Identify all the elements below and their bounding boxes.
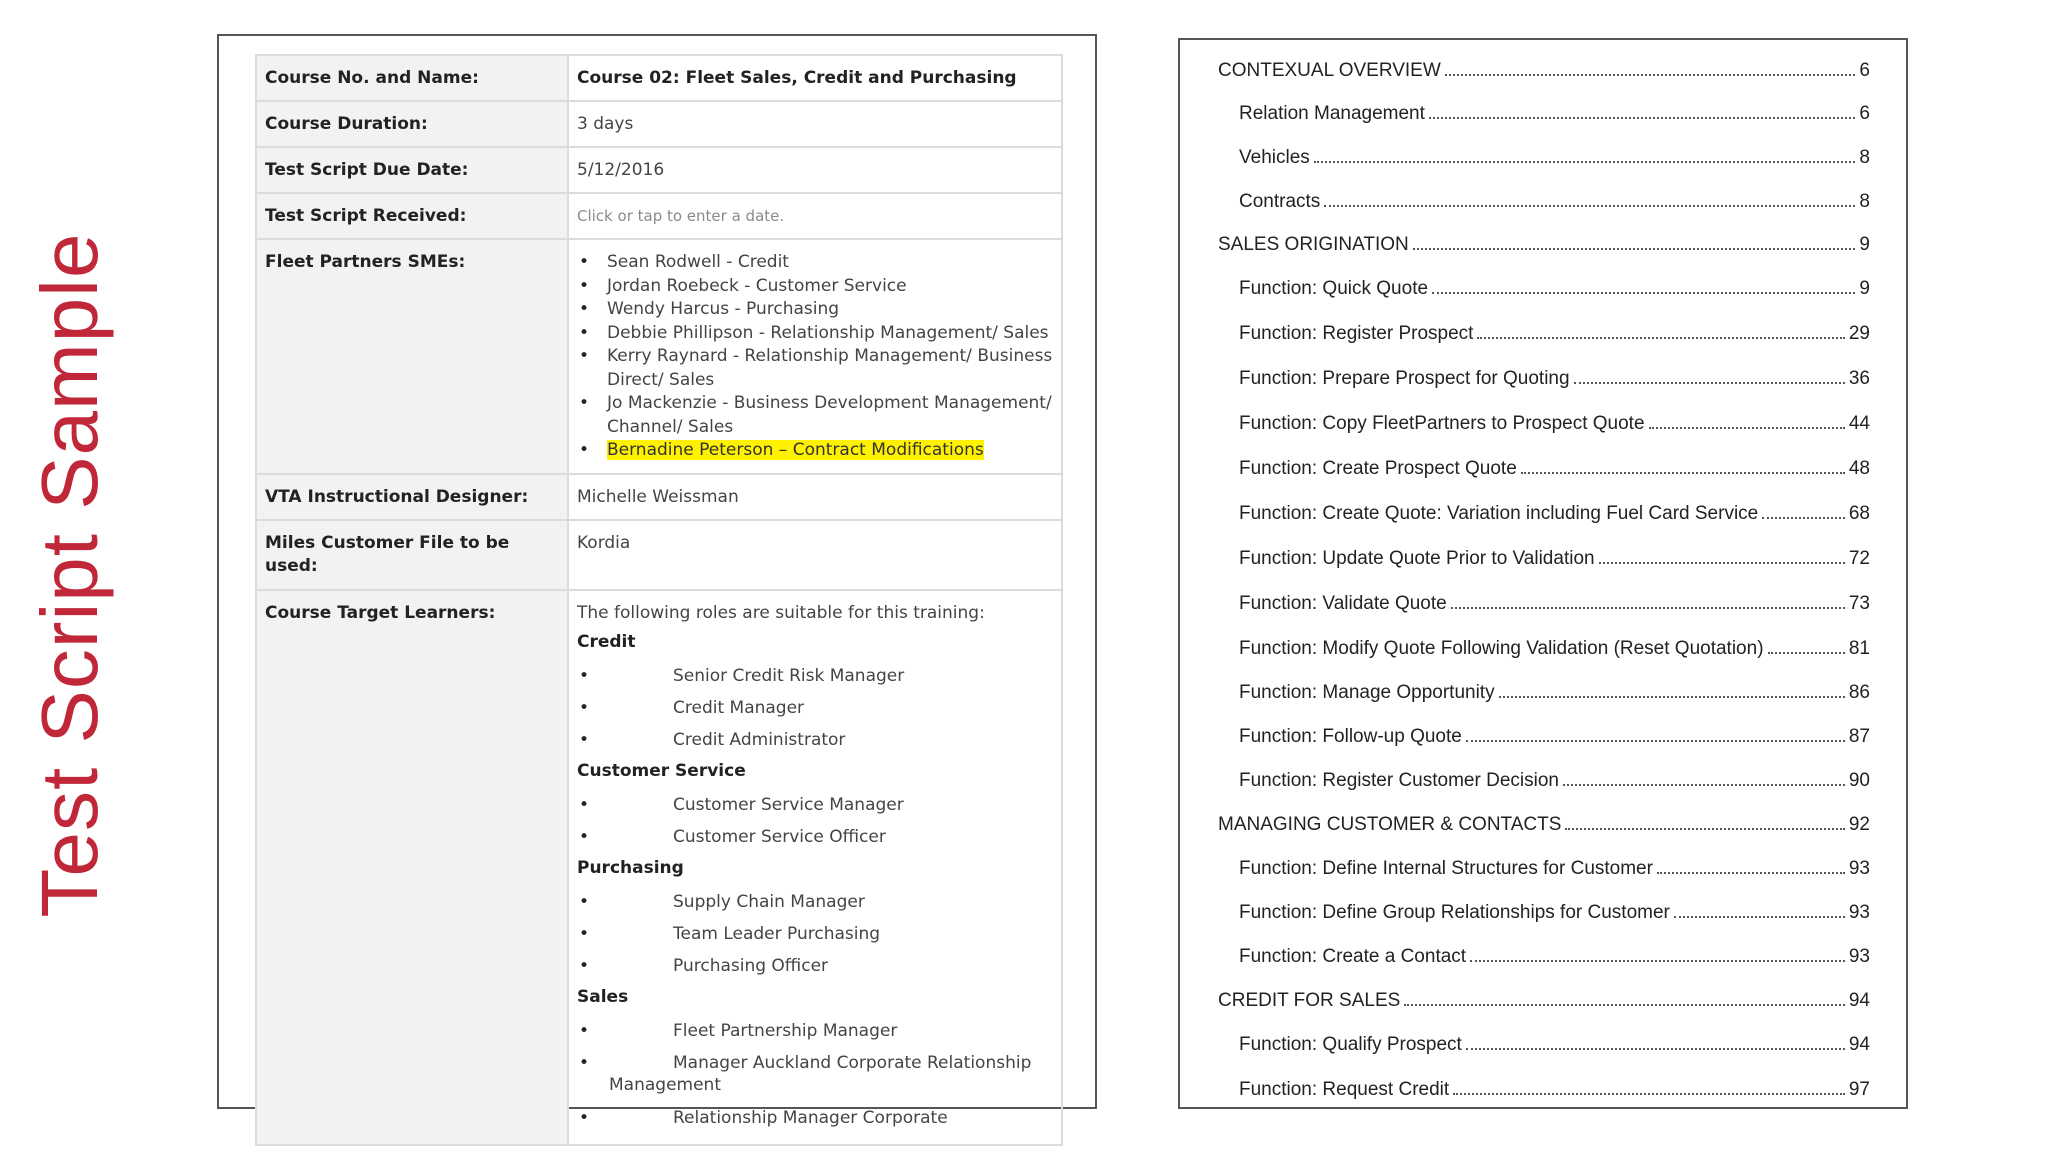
toc-entry-title: Vehicles bbox=[1239, 147, 1310, 168]
toc-entry-page: 44 bbox=[1848, 413, 1870, 434]
list-item: • Fleet Partnership Manager bbox=[577, 1015, 1053, 1047]
table-row bbox=[256, 101, 1062, 147]
row-label: Course Duration: bbox=[256, 101, 568, 147]
toc-entry-page: 48 bbox=[1848, 458, 1870, 479]
toc-entry-page: 81 bbox=[1848, 638, 1870, 659]
toc-dot-leader bbox=[1429, 117, 1856, 119]
group-heading: Customer Service bbox=[577, 760, 746, 781]
list-item: • Customer Service Manager bbox=[577, 789, 1053, 821]
table-row bbox=[256, 55, 1062, 101]
toc-entry[interactable] bbox=[1239, 1079, 1870, 1101]
group-heading: Purchasing bbox=[577, 857, 684, 878]
list-item: • Senior Credit Risk Manager bbox=[577, 660, 1053, 692]
list-item: • Supply Chain Manager bbox=[577, 886, 1053, 918]
toc-dot-leader bbox=[1499, 696, 1845, 698]
list-item: • Jo Mackenzie - Business Development Management/ Channel/ Sales bbox=[577, 392, 1053, 439]
course-name-value: Course 02: Fleet Sales, Credit and Purchasing bbox=[568, 55, 1062, 101]
toc-entry-title: Function: Manage Opportunity bbox=[1239, 682, 1495, 703]
table-row bbox=[256, 474, 1062, 520]
table-row bbox=[256, 193, 1062, 239]
toc-dot-leader bbox=[1445, 74, 1856, 76]
toc-entry-title: Function: Create a Contact bbox=[1239, 946, 1467, 967]
toc-entry-title: Function: Follow-up Quote bbox=[1239, 726, 1462, 747]
toc-dot-leader bbox=[1451, 607, 1845, 609]
list-item: • Credit Administrator bbox=[577, 724, 1053, 756]
sme-cell bbox=[568, 239, 1062, 474]
toc-dot-leader bbox=[1657, 872, 1845, 874]
toc-entry[interactable] bbox=[1239, 858, 1870, 880]
toc-entry-title: Function: Qualify Prospect bbox=[1239, 1034, 1462, 1055]
toc-entry-page: 90 bbox=[1848, 770, 1870, 791]
list-item bbox=[577, 1047, 1053, 1102]
toc-entry-page: 93 bbox=[1848, 946, 1870, 967]
toc-dot-leader bbox=[1768, 652, 1845, 654]
toc-dot-leader bbox=[1413, 248, 1856, 250]
list-item: • Sean Rodwell - Credit bbox=[577, 251, 1053, 275]
row-label: Test Script Due Date: bbox=[256, 147, 568, 193]
toc-dot-leader bbox=[1599, 562, 1845, 564]
row-label: Miles Customer File to be used: bbox=[256, 520, 568, 590]
toc-entry[interactable] bbox=[1239, 147, 1870, 169]
role-list bbox=[577, 660, 1053, 756]
target-learners-cell bbox=[568, 590, 1062, 1145]
toc-entry[interactable] bbox=[1218, 990, 1870, 1012]
group-heading: Credit bbox=[577, 631, 636, 652]
toc-entry[interactable] bbox=[1239, 726, 1870, 748]
role-list bbox=[577, 1015, 1053, 1134]
toc-dot-leader bbox=[1563, 784, 1845, 786]
toc-entry[interactable] bbox=[1239, 638, 1870, 660]
highlighted-text: Bernadine Peterson – Contract Modifications bbox=[607, 440, 984, 460]
toc-entry-page: 93 bbox=[1848, 902, 1870, 923]
toc-dot-leader bbox=[1649, 427, 1845, 429]
slide-title-area bbox=[0, 0, 140, 1152]
list-item: • Purchasing Officer bbox=[577, 950, 1053, 982]
role-list bbox=[577, 886, 1053, 982]
toc-entry-page: 9 bbox=[1859, 234, 1870, 255]
row-label: VTA Instructional Designer: bbox=[256, 474, 568, 520]
designer-value: Michelle Weissman bbox=[568, 474, 1062, 520]
toc-dot-leader bbox=[1466, 1048, 1845, 1050]
list-item: • Jordan Roebeck - Customer Service bbox=[577, 275, 1053, 299]
role-text-continued: Management bbox=[609, 1074, 721, 1095]
group-heading: Sales bbox=[577, 986, 629, 1007]
toc-entry-page: 73 bbox=[1848, 593, 1870, 614]
row-label: Fleet Partners SMEs: bbox=[256, 239, 568, 474]
customer-file-value: Kordia bbox=[568, 520, 1062, 590]
toc-entry[interactable] bbox=[1239, 902, 1870, 924]
toc-dot-leader bbox=[1574, 382, 1845, 384]
toc-entry-title: Function: Modify Quote Following Validation (Reset Quotation) bbox=[1239, 638, 1764, 659]
toc-entry-title: Function: Register Prospect bbox=[1239, 323, 1474, 344]
list-item: • Debbie Phillipson - Relationship Management/ Sales bbox=[577, 322, 1053, 346]
toc-entry-title: Function: Create Prospect Quote bbox=[1239, 458, 1517, 479]
toc-entry[interactable] bbox=[1218, 60, 1870, 82]
toc-dot-leader bbox=[1453, 1093, 1845, 1095]
toc-entry-page: 6 bbox=[1859, 60, 1870, 81]
table-row bbox=[256, 147, 1062, 193]
toc-entry[interactable] bbox=[1239, 503, 1870, 525]
toc-entry-page: 87 bbox=[1848, 726, 1870, 747]
toc-entry[interactable] bbox=[1239, 368, 1870, 390]
toc-entry-page: 6 bbox=[1859, 103, 1870, 124]
toc-entry-page: 97 bbox=[1848, 1079, 1870, 1100]
toc-dot-leader bbox=[1404, 1004, 1845, 1006]
toc-dot-leader bbox=[1466, 740, 1845, 742]
toc-dot-leader bbox=[1470, 960, 1845, 962]
due-date-value: 5/12/2016 bbox=[568, 147, 1062, 193]
toc-entry-title: Function: Define Internal Structures for Customer bbox=[1239, 858, 1653, 879]
toc-dot-leader bbox=[1674, 916, 1845, 918]
list-item: • Relationship Manager Corporate bbox=[577, 1102, 1053, 1134]
toc-entry-title: CONTEXUAL OVERVIEW bbox=[1218, 60, 1441, 81]
toc-entry-title: MANAGING CUSTOMER & CONTACTS bbox=[1218, 814, 1562, 835]
toc-dot-leader bbox=[1565, 828, 1844, 830]
toc-entry-title: Function: Define Group Relationships for Customer bbox=[1239, 902, 1670, 923]
course-duration-value: 3 days bbox=[568, 101, 1062, 147]
list-item: • Credit Manager bbox=[577, 692, 1053, 724]
table-row bbox=[256, 239, 1062, 474]
toc-entry-page: 29 bbox=[1848, 323, 1870, 344]
toc-dot-leader bbox=[1314, 161, 1856, 163]
learners-intro: The following roles are suitable for this training: bbox=[577, 602, 985, 623]
date-placeholder: Click or tap to enter a date. bbox=[577, 207, 785, 225]
row-label: Course No. and Name: bbox=[256, 55, 568, 101]
toc-entry[interactable] bbox=[1239, 1034, 1870, 1056]
toc-entry[interactable] bbox=[1239, 770, 1870, 792]
toc-dot-leader bbox=[1477, 337, 1844, 339]
toc-entry-title: Function: Update Quote Prior to Validation bbox=[1239, 548, 1595, 569]
role-text: Manager Auckland Corporate Relationship bbox=[673, 1052, 1032, 1073]
toc-entry-page: 86 bbox=[1848, 682, 1870, 703]
role-list bbox=[577, 789, 1053, 853]
toc-entry-page: 94 bbox=[1848, 1034, 1870, 1055]
received-date-field[interactable] bbox=[568, 193, 1062, 239]
toc-entry-title: Function: Create Quote: Variation including Fuel Card Service bbox=[1239, 503, 1759, 524]
course-info-document bbox=[217, 34, 1097, 1128]
list-item: • Customer Service Officer bbox=[577, 821, 1053, 853]
toc-entry-page: 8 bbox=[1859, 191, 1870, 212]
list-item-highlighted bbox=[577, 439, 1053, 463]
row-label: Test Script Received: bbox=[256, 193, 568, 239]
toc-entry-page: 8 bbox=[1859, 147, 1870, 168]
table-row bbox=[256, 590, 1062, 1145]
toc-entry[interactable] bbox=[1239, 323, 1870, 345]
toc-entry-page: 93 bbox=[1848, 858, 1870, 879]
toc-entry-title: Function: Quick Quote bbox=[1239, 278, 1429, 299]
toc-entry-title: SALES ORIGINATION bbox=[1218, 234, 1409, 255]
toc-entry-page: 92 bbox=[1848, 814, 1870, 835]
toc-entry-title: Function: Prepare Prospect for Quoting bbox=[1239, 368, 1570, 389]
toc-entry[interactable] bbox=[1218, 814, 1870, 836]
toc-entry[interactable] bbox=[1239, 278, 1870, 300]
toc-dot-leader bbox=[1324, 205, 1855, 207]
list-item: • Wendy Harcus - Purchasing bbox=[577, 298, 1053, 322]
toc-dot-leader bbox=[1762, 517, 1845, 519]
toc-entry-page: 36 bbox=[1848, 368, 1870, 389]
sme-list bbox=[577, 251, 1053, 463]
toc-dot-leader bbox=[1521, 472, 1845, 474]
toc-entry[interactable] bbox=[1239, 548, 1870, 570]
row-label: Course Target Learners: bbox=[256, 590, 568, 1145]
toc-entry-page: 68 bbox=[1848, 503, 1870, 524]
slide-title: Test Script Sample bbox=[25, 232, 114, 918]
toc-entry[interactable] bbox=[1239, 191, 1870, 213]
toc-entry[interactable] bbox=[1218, 234, 1870, 256]
toc-entry-title: Function: Validate Quote bbox=[1239, 593, 1447, 614]
list-item: • Team Leader Purchasing bbox=[577, 918, 1053, 950]
toc-entry[interactable] bbox=[1239, 458, 1870, 480]
toc-entry-title: Contracts bbox=[1239, 191, 1321, 212]
toc-entry-title: Function: Register Customer Decision bbox=[1239, 770, 1559, 791]
table-of-contents bbox=[1178, 38, 1908, 1109]
toc-entry[interactable] bbox=[1239, 946, 1870, 968]
toc-dot-leader bbox=[1432, 292, 1855, 294]
toc-entry-page: 9 bbox=[1859, 278, 1870, 299]
toc-entry-title: Relation Management bbox=[1239, 103, 1425, 124]
toc-entry-page: 72 bbox=[1848, 548, 1870, 569]
toc-entry[interactable] bbox=[1239, 682, 1870, 704]
table-row bbox=[256, 520, 1062, 590]
toc-entry-title: Function: Copy FleetPartners to Prospect Quote bbox=[1239, 413, 1645, 434]
toc-entry-page: 94 bbox=[1848, 990, 1870, 1011]
toc-entry[interactable] bbox=[1239, 103, 1870, 125]
toc-entry-title: CREDIT FOR SALES bbox=[1218, 990, 1401, 1011]
list-item: • Kerry Raynard - Relationship Management/ Business Direct/ Sales bbox=[577, 345, 1053, 392]
toc-entry[interactable] bbox=[1239, 593, 1870, 615]
course-info-table bbox=[255, 54, 1063, 1146]
toc-entry-title: Function: Request Credit bbox=[1239, 1079, 1450, 1100]
toc-entry[interactable] bbox=[1239, 413, 1870, 435]
